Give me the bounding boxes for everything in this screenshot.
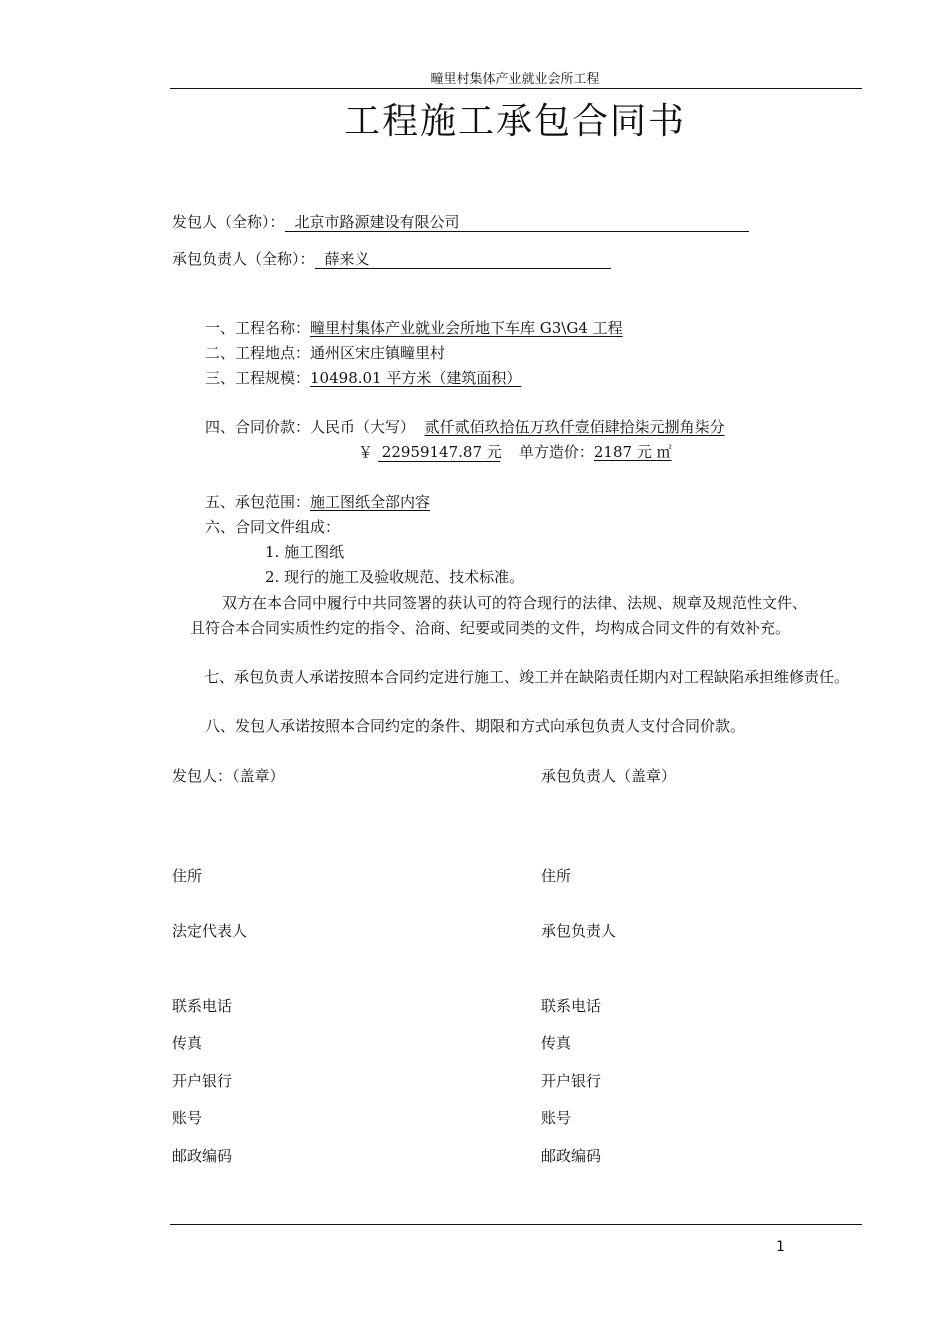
docs-item-1: 1. 施工图纸 — [265, 543, 345, 561]
location-label: 二、工程地点： — [205, 344, 311, 362]
contractor-fax-label: 传真 — [541, 1034, 572, 1052]
footer-rule — [170, 1224, 862, 1225]
price-number: 22959147.87 元 — [378, 443, 500, 462]
scale-value: 10498.01 平方米（建筑面积） — [310, 369, 522, 387]
price-number-line — [358, 442, 672, 462]
employer-bank-label: 开户银行 — [172, 1072, 233, 1090]
contractor-value: 薛来义 — [315, 250, 611, 269]
price-label: 四、合同价款：人民币（大写） — [205, 418, 416, 436]
docs-note-line-1: 双方在本合同中履行中共同签署的获认可的符合现行的法律、法规、规章及规范性文件、 — [222, 594, 808, 612]
employer-seal-label: 发包人：（盖章） — [172, 767, 285, 785]
scale-label: 三、工程规模： — [205, 369, 311, 387]
employer-account-label: 账号 — [172, 1109, 203, 1127]
employer-label: 发包人（全称）： — [172, 213, 285, 231]
clause-8: 八、发包人承诺按照本合同约定的条件、期限和方式向承包负责人支付合同价款。 — [205, 717, 746, 735]
item-location — [205, 343, 445, 363]
scope-value: 施工图纸全部内容 — [310, 493, 431, 511]
unit-price-value: 2187 元 ㎡ — [593, 443, 672, 461]
contractor-account-label: 账号 — [541, 1109, 572, 1127]
item-scope — [205, 492, 430, 512]
project-name-value: 疃里村集体产业就业会所地下车库 G3\G4 工程 — [310, 319, 623, 337]
page-number: 1 — [776, 1239, 785, 1255]
running-header: 疃里村集体产业就业会所工程 — [430, 72, 600, 87]
contractor-rep-label: 承包负责人 — [541, 922, 617, 940]
contractor-line — [172, 249, 611, 269]
employer-postcode-label: 邮政编码 — [172, 1147, 233, 1165]
header-rule — [170, 88, 862, 89]
contractor-label: 承包负责人（全称）： — [172, 250, 315, 268]
employer-address-label: 住所 — [172, 867, 203, 885]
employer-phone-label: 联系电话 — [172, 997, 233, 1015]
item-price — [205, 417, 725, 437]
location-value: 通州区宋庄镇疃里村 — [310, 344, 446, 362]
docs-item-2: 2. 现行的施工及验收规范、技术标准。 — [265, 568, 525, 586]
item-project-name — [205, 318, 623, 338]
contractor-postcode-label: 邮政编码 — [541, 1147, 602, 1165]
contractor-bank-label: 开户银行 — [541, 1072, 602, 1090]
contractor-phone-label: 联系电话 — [541, 997, 602, 1015]
unit-price-label: 单方造价： — [518, 443, 594, 461]
employer-value: 北京市路源建设有限公司 — [285, 213, 749, 232]
employer-rep-label: 法定代表人 — [172, 922, 248, 940]
item-docs: 六、合同文件组成： — [205, 518, 341, 536]
contractor-seal-label: 承包负责人（盖章） — [541, 767, 677, 785]
scope-label: 五、承包范围： — [205, 493, 311, 511]
project-name-label: 一、工程名称： — [205, 319, 311, 337]
clause-7: 七、承包负责人承诺按照本合同约定进行施工、竣工并在缺陷责任期内对工程缺陷承担维修责任。 — [204, 668, 850, 686]
price-symbol: ￥ — [358, 443, 374, 461]
employer-line — [172, 212, 749, 232]
docs-note-line-2: 且符合本合同实质性约定的指令、洽商、纪要或同类的文件，均构成合同文件的有效补充。 — [190, 619, 791, 637]
document-title: 工程施工承包合同书 — [343, 101, 686, 142]
contractor-address-label: 住所 — [541, 867, 572, 885]
price-words: 贰仟贰佰玖拾伍万玖仟壹佰肆拾柒元捌角柒分 — [424, 418, 725, 436]
employer-fax-label: 传真 — [172, 1034, 203, 1052]
item-scale — [205, 368, 521, 388]
